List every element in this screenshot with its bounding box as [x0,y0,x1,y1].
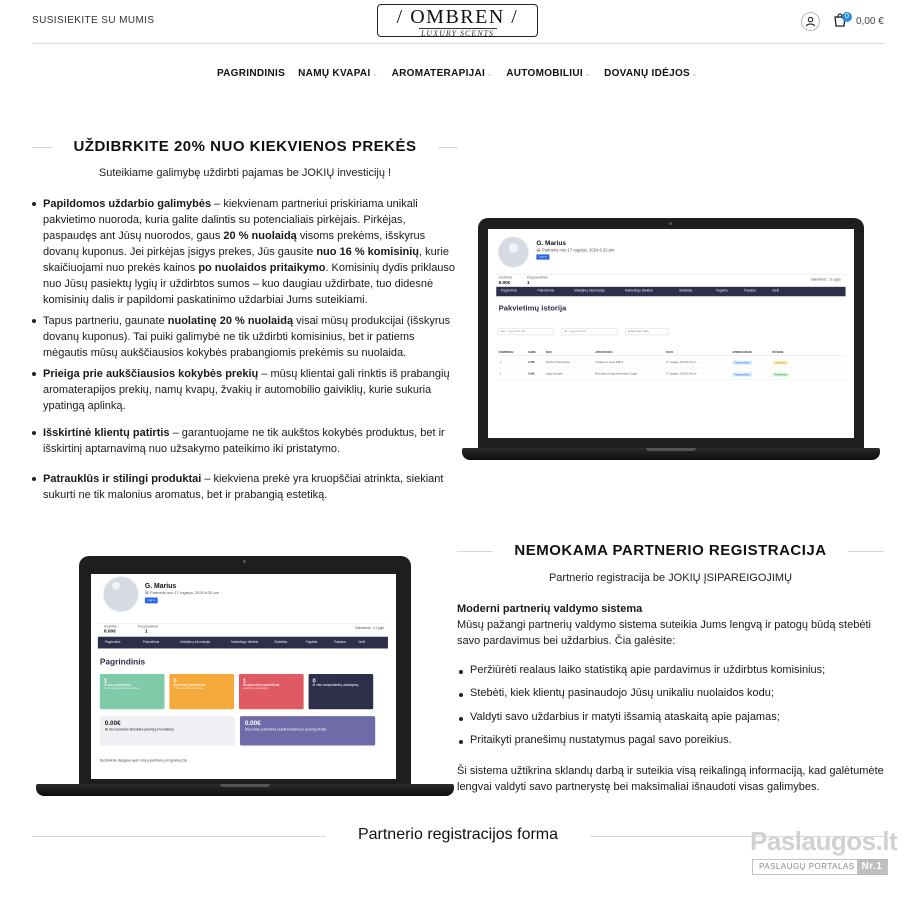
column-header: KOMISINIAI [498,350,514,354]
nav-label: NAMŲ KVAPAI [298,68,371,79]
benefits-list [30,196,460,503]
table-row [496,356,845,368]
card-sub: Iš viso apmokėtų pakvietimų [173,687,205,691]
card-value: 0.00€ [244,719,261,727]
table-cell: Lygių bonusas [545,372,563,376]
card-value: 1 [242,676,247,684]
stat-clicks [527,276,547,285]
stat-clicks [138,625,158,634]
chevron-down-icon: ⌄ [583,69,591,78]
nav-label: DOVANŲ IDĖJOS [604,68,691,79]
dashboard-nav [98,637,388,649]
partner-name: G. Marius [536,239,566,247]
laptop-screen [91,574,396,779]
intro-text: Mūsų pažangi partnerių valdymo sistema suteikia Jums lengvą ir patogų būdą stebėti savo pardavimus bei uždarbius. Čia galėsite: [457,619,871,647]
management-intro [457,601,887,649]
column-header: DATA [666,350,674,354]
column-header: APMOKĖJIMAS [732,350,753,354]
stat-label: Paspaudimai [526,276,548,280]
camera-dot [243,560,246,563]
bullet-text: – garantuojame ne tik aukštos kokybės produktus, bet ir išskirtinį aptarnavimą nuo užsakymo pateikimo iki pristatymo. [43,427,445,455]
dashboard-nav-item[interactable]: Išeiti [772,289,780,293]
nav-item-dovanu-idejos[interactable] [604,68,698,79]
status-badge: Neapmokėta [732,372,752,376]
table-cell: Ombren Partnerystė [545,360,570,364]
column-header: APRAŠYMAS [595,350,613,354]
dashboard-nav-item[interactable]: Mokėjimų informacija [574,289,605,293]
dashboard-nav-item[interactable]: Statistika [679,289,693,293]
card-label: Apmokėti pakvietimai [173,683,206,688]
stat-earned [104,625,117,634]
list-item [30,313,460,361]
stat-card-paid-referrals [169,674,234,709]
logo-tagline: LUXURY SCENTS [419,28,497,38]
stat-value: 0.00€ [103,628,117,634]
stat-card-unpaid-referrals [239,674,304,709]
features-list [457,664,887,748]
summary-card-balance [240,716,375,745]
date-from-input[interactable]: Nuo - yyyy-mm-dd [497,328,554,335]
dashboard-nav-item[interactable]: Pastaba [744,289,756,293]
bullet-strong: nuolatinę 20 % nuolaidą [167,315,294,327]
column-header: SUMA [528,350,536,354]
partner-name: G. Marius [144,581,177,590]
main-navigation [0,68,915,79]
status-badge: Patvirtinta [772,372,789,376]
bullet-text: – mūsų klientai gali rinktis iš prabangių aromaterapijos prekių, namų kvapų, žvakių ir automobilio gaiviklių, kurie sukuria ypatingą aplinką. [43,368,450,412]
dashboard-nav-item[interactable]: Pakvietimai [537,289,555,293]
table-row [496,368,845,380]
bullet-text: , kurie skaičiuojami nuo prekės kainos [43,246,449,274]
intro-heading: Moderni partnerių valdymo sistema [457,603,643,615]
partner-since: 😀 Partneris nuo 17 rugsėjo, 2024 6:32 pm [536,248,615,253]
dashboard-nav-item[interactable]: Išeiti [358,640,366,645]
table-cell: 0.65€ [528,372,535,376]
dashboard-nav-item[interactable]: Pagalba [715,289,728,293]
dashboard-nav-item[interactable]: Marketingo ištekliai [624,289,653,293]
site-logo[interactable] [377,4,538,37]
card-label: Iš viso pakvietimų [103,683,131,688]
level-indicator: Dabartinis : 3 Lygis [354,626,385,630]
bullet-strong: Išskirtinė klientų patirtis [43,427,170,439]
bullet-text: visoms prekėms, išskyrus dovanų kuponus. Jei pirkėjas įsigys prekes, Jūs gausite [43,230,426,258]
avatar [103,576,139,612]
account-button[interactable] [801,12,820,31]
stat-value: 1 [144,628,148,634]
laptop-notch [220,784,270,787]
nav-item-pagrindinis[interactable] [217,68,285,79]
dashboard-nav-item[interactable]: Pastaba [334,640,346,645]
nav-item-namu-kvapai[interactable] [298,68,378,79]
closing-paragraph: Ši sistema užtikrina sklandų darbą ir suteikia visą reikalingą informaciją, kad galėtumėte lengvai valdyti savo partnerystę bei maksimaliai išnaudoti visas galimybes. [457,765,884,793]
laptop-mockup-dashboard [36,556,454,800]
watermark-logo [750,826,898,878]
level-indicator: Dabartinis : 3 Lygis [810,277,841,282]
stat-label: Uždirbta [103,624,117,629]
card-value: 1 [103,676,108,684]
stat-value: 0.00€ [498,279,511,286]
nav-item-automobiliui[interactable] [506,68,591,79]
bullet-strong: Prieiga prie aukščiausios kokybės prekių [43,368,259,380]
table-cell: 2 [499,372,502,376]
card-value: 0.00€ [104,719,121,727]
nav-label: AROMATERAPIJAI [391,68,486,79]
stat-label: Paspaudimai [138,624,158,629]
chevron-down-icon: ⌄ [486,69,494,78]
stat-value: 1 [526,279,530,286]
table-cell: 1 [499,360,502,364]
column-header: NUO [545,350,552,354]
card-sub: Iš viso gautų pakvietimų skaičius [103,687,140,691]
column-header: BŪSENA [772,350,784,354]
stat-card-total-referrals [100,674,165,709]
section-subtitle-registration: Partnerio registracija be JOKIŲ ĮSIPAREIGOJIMŲ [548,572,793,584]
list-item [30,366,460,414]
stat-earned [499,276,512,285]
status-badge: Neapmokėta [732,361,752,365]
stat-label: Uždirbta [498,276,512,280]
table-cell: Užsakymo suma #3972 [595,360,624,364]
bullet-text: Tapus partneriu, gaunate [43,315,168,327]
list-item: Valdyti savo uždarbius ir matyti išsamią ataskaitą apie pajamas; [457,711,780,723]
chevron-down-icon: ⌄ [371,69,379,78]
bullet-strong: Papildomos uždarbio galimybės [43,198,212,210]
stat-card-unpaid-orders [309,674,374,709]
nav-label: AUTOMOBILIUI [506,68,583,79]
dashboard-nav-item[interactable]: Pagrindinis [500,289,518,293]
bullet-text: – kiekviena prekė yra kruopščiai atrinkta, siekiant sukurti ne tik malonius aromatus, bet ir prabangią estetiką. [43,473,444,501]
card-label: Šiuo metu patvirtinta esanti komisinių ir premijų likutis [244,727,327,732]
table-header [496,349,845,355]
watermark-badge: Nr.1 [857,859,887,875]
cart-total[interactable]: 0,00 € [856,16,884,27]
table-cell: 17 rugsėjo, 2024 6:34 pm [666,372,697,376]
dashboard-nav-item[interactable]: Marketingo ištekliai [231,640,259,645]
section-title-form: Partnerio registracijos forma [357,826,559,843]
nav-item-aromaterapijai[interactable] [392,68,493,79]
section-title-earnings: UŽDIBRKITE 20% NUO KIEKVIENOS PREKĖS [73,138,417,155]
date-to-input[interactable]: Iki - yyyy-mm-dd [561,328,618,335]
card-label: Iš viso neapmokėtų užsakymų [312,683,359,688]
dashboard-title: Pakvietimų istorija [498,303,567,313]
partner-since: 😀 Partneris nuo 17 rugsėjo, 2024 6:32 pm [144,590,219,596]
dashboard-nav-item[interactable]: Statistika [274,640,288,645]
card-value: 0 [312,676,316,684]
logo-text: / OMBREN / [396,6,519,28]
list-item [30,425,460,457]
dashboard-nav-item[interactable]: Pakvietimai [142,640,160,645]
header-divider [32,43,884,44]
watermark-text: Paslaugos.lt [750,826,898,856]
login-button[interactable]: Log in [145,598,158,604]
card-label: Iki šio momento išmokėta premijų ir komisinių [104,727,174,732]
section-subtitle-earnings: Suteikiame galimybę uždirbti pajamas be JOKIŲ investicijų ! [98,167,392,179]
table-cell: 0.75€ [528,360,535,364]
summary-card-paid-out [100,716,235,745]
stats-bar [98,623,388,636]
login-button[interactable]: Log in [536,254,549,259]
list-item [30,196,460,308]
dashboard-nav [496,287,845,296]
laptop-screen [488,229,854,438]
section-title-registration: NEMOKAMA PARTNERIO REGISTRACIJA [514,542,827,559]
stats-bar [496,274,845,287]
table-cell: 17 rugsėjo, 2024 6:37 pm [666,360,697,364]
bullet-text: – kiekvienam partneriui priskiriama unikali pakvietimo nuoroda, kuria galite dalintis su potencialiais pirkėjais. Pirkėjas, paspaudęs ant Jūsų nuorodos, gaus [43,198,418,242]
bullet-strong: Patrauklūs ir stilingi produktai [43,473,202,485]
card-sub: Laukiantys apmokėjimo [242,687,269,691]
watermark-label: PASLAUGŲ PORTALAS [759,862,855,871]
card-label: Neapmokėti pakvietimai [242,683,280,688]
program-info-link[interactable]: Sužinokite daugiau apie mūsų partnerių programą čia [99,758,187,763]
list-item: Pritaikyti pranešimų nustatymus pagal savo poreikius. [457,734,732,746]
cart-count-badge: 0 [842,12,852,22]
camera-dot [669,222,672,225]
table-cell: Bonusas už lygio pasiekimą 1 Lygis [595,372,638,376]
bullet-strong: po nuolaidos pritaikymo [198,262,326,274]
status-badge: Laukiama [772,361,788,365]
chevron-down-icon: ⌄ [691,69,699,78]
list-item [30,471,460,503]
bullet-text: . Komisinių dydis priklauso nuo Jūsų pasiektų lygių ir uždirbtos sumos – kuo daugiau uždirbate, tuo didesnė komisinių dalis ir papildomi paskatinimo uždarbiai Jums suteikiami. [43,262,456,306]
laptop-notch [646,448,696,451]
user-icon [805,16,816,27]
bullet-strong: nuo 16 % komisinių [316,246,420,258]
top-bar [0,0,915,44]
avatar [497,236,529,268]
filter-dates-button[interactable]: Ieškoti tarp datų [625,328,669,335]
section-divider [32,836,326,837]
contact-link[interactable]: SUSISIEKITE SU MUMIS [32,15,155,26]
dashboard-nav-item[interactable]: Pagalba [305,640,318,645]
bullet-text: visai mūsų produkcijai (išskyrus dovanų kuponus). Tai puiki galimybė ne tik uždirbti komisinius, bet ir patiems mėgautis mūsų aukščiausios kokybės prabangiomis prekėmis su nuolaida. [43,315,451,359]
dashboard-title: Pagrindinis [99,657,146,667]
nav-label: PAGRINDINIS [216,68,286,79]
list-item: Peržiūrėti realaus laiko statistiką apie pardavimus ir uždirbtus komisinius; [457,664,825,676]
watermark-subtext [752,859,888,875]
laptop-mockup-referrals [462,218,880,462]
bullet-strong: 20 % nuolaidą [223,230,297,242]
dashboard-nav-item[interactable]: Pagrindinis [104,640,121,645]
list-item: Stebėti, kiek klientų pasinaudojo Jūsų unikaliu nuolaidos kodu; [457,687,774,699]
dashboard-nav-item[interactable]: Mokėjimų informacija [180,640,211,645]
card-value: 0 [173,676,177,684]
